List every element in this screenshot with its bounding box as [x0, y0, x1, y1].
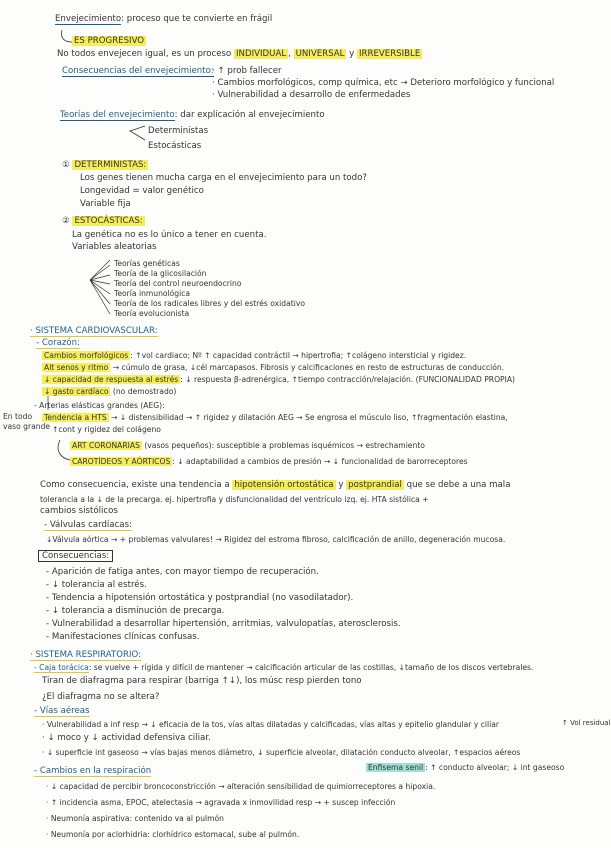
vias-label: - Vías aéreas — [34, 706, 90, 716]
det-line: Variable fija — [80, 199, 131, 209]
consec-item: - Vulnerabilidad a desarrollar hipertensión, arritmias, valvulopatías, aterosclerosis. — [46, 619, 401, 629]
teoria-item: Teoría inmunológica — [114, 289, 191, 298]
caja-line — [34, 662, 533, 673]
consecuencias-title — [62, 66, 214, 77]
cardio-item-text: → cúmulo de grasa, ↓cél marcapasos. Fibrosis y calcificaciones en resto de estructuras de conducción. — [110, 363, 505, 372]
cardio-item-label: Alt senos y ritmo — [44, 363, 109, 372]
valvulas-title — [44, 520, 132, 531]
env-definition — [55, 14, 272, 25]
cambios-item: · ↑ incidencia asma, EPOC, atelectasia → agravada x inmovilidad resp → + suscep infección — [46, 798, 396, 807]
caja-line: Tiran de diafragma para respirar (barriga ↑↓), los músc resp pierden tono — [42, 676, 362, 686]
art-item-text: ↑cont y rigidez del colágeno — [52, 425, 161, 434]
enfisema-text: : ↑ conducto alveolar; ↓ int gaseoso — [425, 763, 565, 772]
caja-line: ¿El diafragma no se altera? — [42, 692, 160, 702]
env-line3: No todos envejecen igual, es un proceso INDIVIDUAL , UNIVERSAL y IRREVERSIBLE — [57, 49, 421, 59]
det-line: Longevidad = valor genético — [80, 186, 204, 196]
consec-title-text: Consecuencias: — [38, 550, 113, 562]
consec-item: - ↓ tolerancia a disminución de precarga. — [46, 606, 225, 616]
progresivo-label: ES PROGRESIVO — [74, 36, 145, 46]
resp-title — [30, 650, 141, 661]
cardio-item-text: : ↓ respuesta β-adrenérgica, ↑tiempo contracción/relajación. (FUNCIONALIDAD PROPIA) — [180, 375, 516, 384]
hipotension-label: hipotensión ortostática — [234, 480, 334, 490]
cardio-item — [42, 374, 515, 385]
carotideos-text: : ↓ adaptabilidad a cambios de presión → ↓ funcionalidad de barorreceptores — [172, 457, 468, 466]
det-title: ① DETERMINISTAS: — [62, 160, 147, 170]
teorias-rest: : dar explicación al envejecimiento — [174, 110, 325, 120]
vias-title — [34, 706, 90, 717]
vias-item: · Vulnerabilidad a inf resp → ↓ eficacia de la tos, vías altas dilatadas y calcificadas, vías altas y epitelio glandular y ciliar — [42, 720, 500, 729]
cambios-item: · Neumonía por aclorhidria: clorhídrico estomacal, sube al pulmón. — [46, 830, 300, 839]
corazon-title — [36, 338, 80, 349]
resp-title-text: · SISTEMA RESPIRATORIO: — [30, 650, 142, 660]
art-coronarias-label: ART CORONARIAS — [72, 441, 140, 450]
valvulas-text: ↓Válvula aórtica → + problemas valvulares! → Rigidez del estroma fibroso, calcificación de anillo, degeneración mucosa. — [46, 535, 506, 544]
cambios-title — [34, 766, 151, 777]
conj-y: y — [338, 480, 344, 490]
consec-item: - Manifestaciones clínicas confusas. — [46, 632, 200, 642]
valvulas-title-text: - Válvulas cardíacas: — [44, 520, 132, 530]
art-coronarias-text: (vasos pequeños): susceptible a problemas isquémicos → estrechamiento — [141, 441, 425, 450]
det-line: Los genes tienen mucha carga en el envejecimiento para un todo? — [80, 173, 367, 183]
corazon-title-text: - Corazón: — [36, 338, 81, 348]
det-title-text: DETERMINISTAS: — [74, 160, 147, 170]
cardio-item — [42, 350, 466, 361]
como-text-b: que se debe a una mala — [406, 480, 511, 490]
branch-deterministas: Deterministas — [148, 126, 209, 136]
conj-y: y — [349, 49, 355, 59]
cardio-item-label: Cambios morfológicos — [44, 351, 129, 360]
est-title: ② ESTOCÁSTICAS: — [62, 216, 143, 226]
consecuencia-item: · Vulnerabilidad a desarrollo de enfermedades — [212, 90, 411, 100]
consecuencia-item: · Cambios morfológicos, comp química, etc → Deterioro morfológico y funcional — [212, 78, 555, 88]
art-item — [42, 412, 508, 423]
caja-text: : se vuelve + rígida y difícil de mantener → calcificación articular de las costillas, ↓tamaño de los discos vertebrales. — [88, 663, 534, 672]
teorias-title: Teorías del envejecimiento — [60, 110, 175, 120]
como-text: Como consecuencia, existe una tendencia a — [40, 480, 230, 490]
caja-label: - Caja torácica — [34, 663, 89, 672]
como-line: tolerancia a la ↓ de la precarga. ej. hipertrofia y disfuncionalidad del ventrículo izq. ej. HTA sistólica + — [40, 495, 429, 504]
art-coronarias — [70, 440, 425, 451]
enfisema-label: Enfisema senil — [368, 763, 424, 772]
cardio-item-label: ↓ capacidad de respuesta al estrés — [44, 375, 179, 384]
consec-item: - Aparición de fatiga antes, con mayor tiempo de recuperación. — [46, 567, 319, 577]
est-line: La genética no es lo único a tener en cuenta. — [72, 230, 267, 240]
cardio-item — [42, 386, 176, 397]
cambios-item: · Neumonía aspirativa: contenido va al pulmón — [46, 814, 224, 823]
consec-title — [38, 551, 113, 562]
progresivo — [72, 36, 146, 47]
consec-item: - ↓ tolerancia al estrés. — [46, 580, 147, 590]
art-item-label: Tendencia a HTS — [44, 413, 107, 422]
margin-note-line: En todo — [3, 412, 33, 421]
teoria-item: Teoría de los radicales libres y del estrés oxidativo — [114, 299, 305, 308]
carotideos-label: CAROTÍDEOS Y AÓRTICOS — [72, 457, 171, 466]
cambios-item: · ↓ capacidad de percibir broncoconstricción → alteración sensibilidad de quimiorreceptores a hipoxia. — [46, 782, 436, 791]
vias-item: · ↓ superficie int gaseoso → vías bajas menos diámetro, ↓ superficie alveolar, dilatación conducto alveolar, ↑espacios aéreos — [42, 748, 521, 757]
teoria-item: Teoría de la glicosilación — [114, 269, 207, 278]
consecuencia-item: · ↑ prob fallecer — [212, 66, 282, 76]
art-item-text: → ↓ distensibilidad → ↑ rigidez y dilatación AEG → Se engrosa el músculo liso, ↑fragmentación elastina, — [108, 413, 508, 422]
margin-note-line: vaso grande — [3, 422, 51, 431]
cambios-label: - Cambios en la respiración — [34, 766, 152, 776]
cardio-title-text: · SISTEMA CARDIOVASCULAR: — [30, 326, 158, 336]
consecuencias-title-text: Consecuencias del envejecimiento: — [62, 66, 214, 76]
est-line: Variables aleatorias — [72, 242, 157, 252]
branch-estocasticas: Estocásticas — [148, 141, 202, 151]
cardio-title — [30, 326, 158, 337]
postprandial-label: postprandial — [348, 480, 402, 490]
env-term: Envejecimiento — [55, 14, 122, 24]
irreversible-label: IRREVERSIBLE — [358, 49, 421, 59]
enfisema — [366, 762, 564, 773]
vias-item: · ↓ moco y ↓ actividad defensiva ciliar. — [42, 733, 211, 743]
como-consecuencia — [40, 480, 510, 491]
teoria-item: Teoría del control neuroendocrino — [114, 279, 242, 288]
teoria-item: Teoría evolucionista — [114, 309, 190, 318]
carotideos — [70, 456, 468, 467]
teoria-item: Teorías genéticas — [114, 259, 180, 268]
teorias-heading — [60, 110, 325, 121]
universal-label: UNIVERSAL — [295, 49, 345, 59]
consec-item: - Tendencia a hipotensión ortostática y postprandial (no vasodilatador). — [46, 593, 354, 603]
cardio-item-label: ↓ gasto cardíaco — [44, 387, 109, 396]
est-title-text: ESTOCÁSTICAS: — [74, 216, 143, 226]
env-definition-text: : proceso que te convierte en frágil — [121, 14, 273, 24]
env-line3-text: No todos envejecen igual, es un proceso — [57, 49, 232, 59]
arterias-title: - Arterias elásticas grandes (AEG): — [34, 401, 165, 410]
cardio-item — [42, 362, 504, 373]
vol-residual-note: ↑ Vol residual — [562, 719, 611, 727]
individual-label: INDIVIDUAL — [236, 49, 287, 59]
cardio-item-text: (no demostrado) — [110, 387, 177, 396]
como-line: cambios sistólicos — [40, 506, 118, 516]
cardio-item-text: : ↑vol cardiaco; Nº ↑ capacidad contráctil → hipertrofia; ↑colágeno intersticial y rigidez. — [130, 351, 467, 360]
